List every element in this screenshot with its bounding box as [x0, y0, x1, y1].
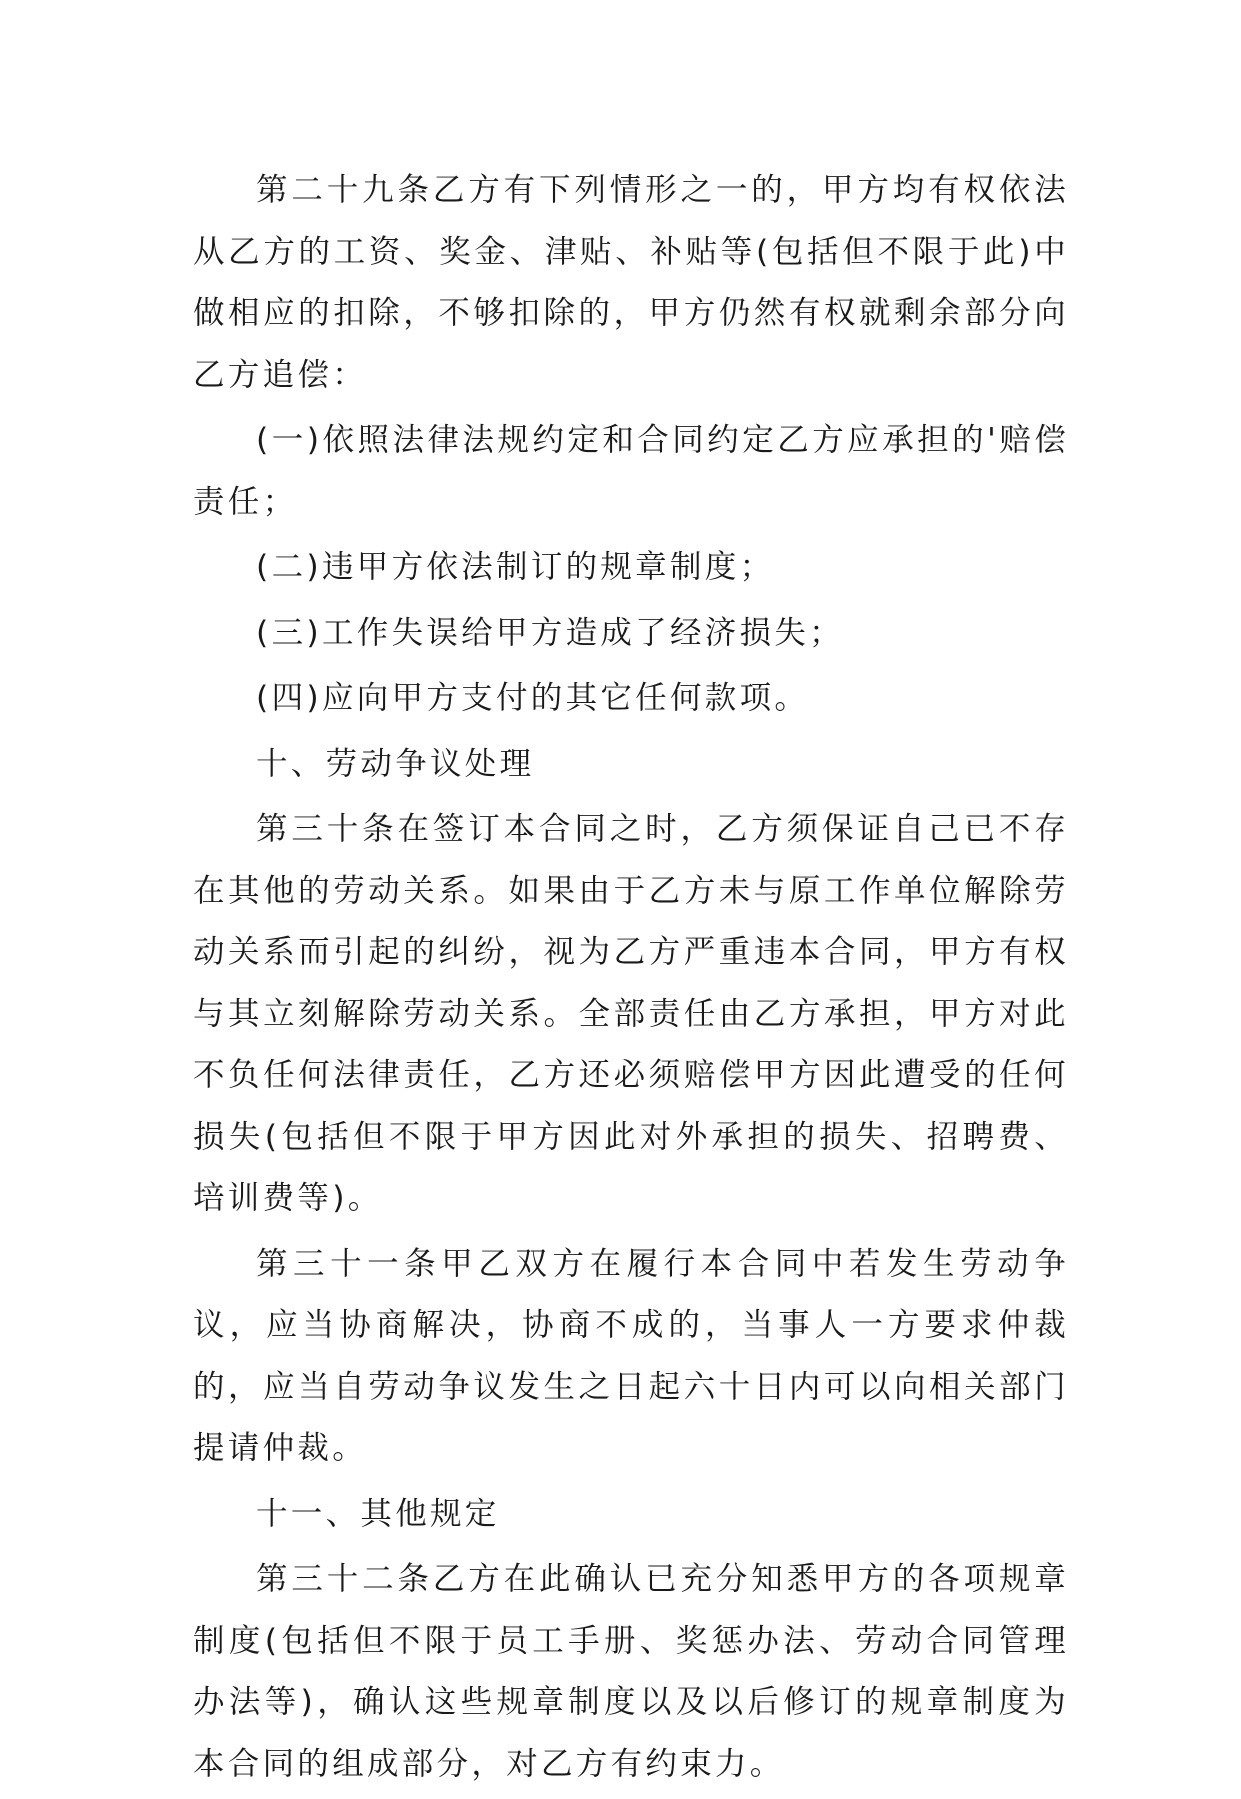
section-heading-10: 十、劳动争议处理: [256, 745, 535, 782]
section-heading-11: 十一、其他规定: [256, 1495, 500, 1532]
clause-29-item-4: (四)应向甲方支付的其它任何款项。: [256, 680, 810, 716]
clause-29-item-3: (三)工作失误给甲方造成了经济损失；: [256, 614, 844, 651]
document-page: [193, 160, 1069, 1799]
clause-32: 第三十二条乙方在此确认已充分知悉甲方的各项规章制度(包括但不限于员工手册、奖惩办法、劳动合同管理办法等)，确认这些规章制度以及以后修订的规章制度为本合同的组成部分，对乙方有约束力。: [193, 1561, 1069, 1782]
clause-30: 第三十条在签订本合同之时，乙方须保证自己已不存在其他的劳动关系。如果由于乙方未与原工作单位解除劳动关系而引起的纠纷，视为乙方严重违本合同，甲方有权与其立刻解除劳动关系。全部责任由乙方承担，甲方对此不负任何法律责任，乙方还必须赔偿甲方因此遭受的任何损失(包括但不限于甲方因此对外承担的损失、招聘费、培训费等)。: [193, 811, 1069, 1216]
clause-29-item-2: (二)违甲方依法制订的规章制度；: [256, 549, 775, 585]
clause-31: 第三十一条甲乙双方在履行本合同中若发生劳动争议，应当协商解决，协商不成的，当事人一方要求仲裁的，应当自劳动争议发生之日起六十日内可以向相关部门提请仲裁。: [193, 1245, 1069, 1466]
clause-29-item-1: (一)依照法律法规约定和合同约定乙方应承担的'赔偿责任；: [193, 422, 1069, 520]
clause-29-intro: 第二十九条乙方有下列情形之一的，甲方均有权依法从乙方的工资、奖金、津贴、补贴等(包括但不限于此)中做相应的扣除，不够扣除的，甲方仍然有权就剩余部分向乙方追偿：: [193, 172, 1069, 393]
